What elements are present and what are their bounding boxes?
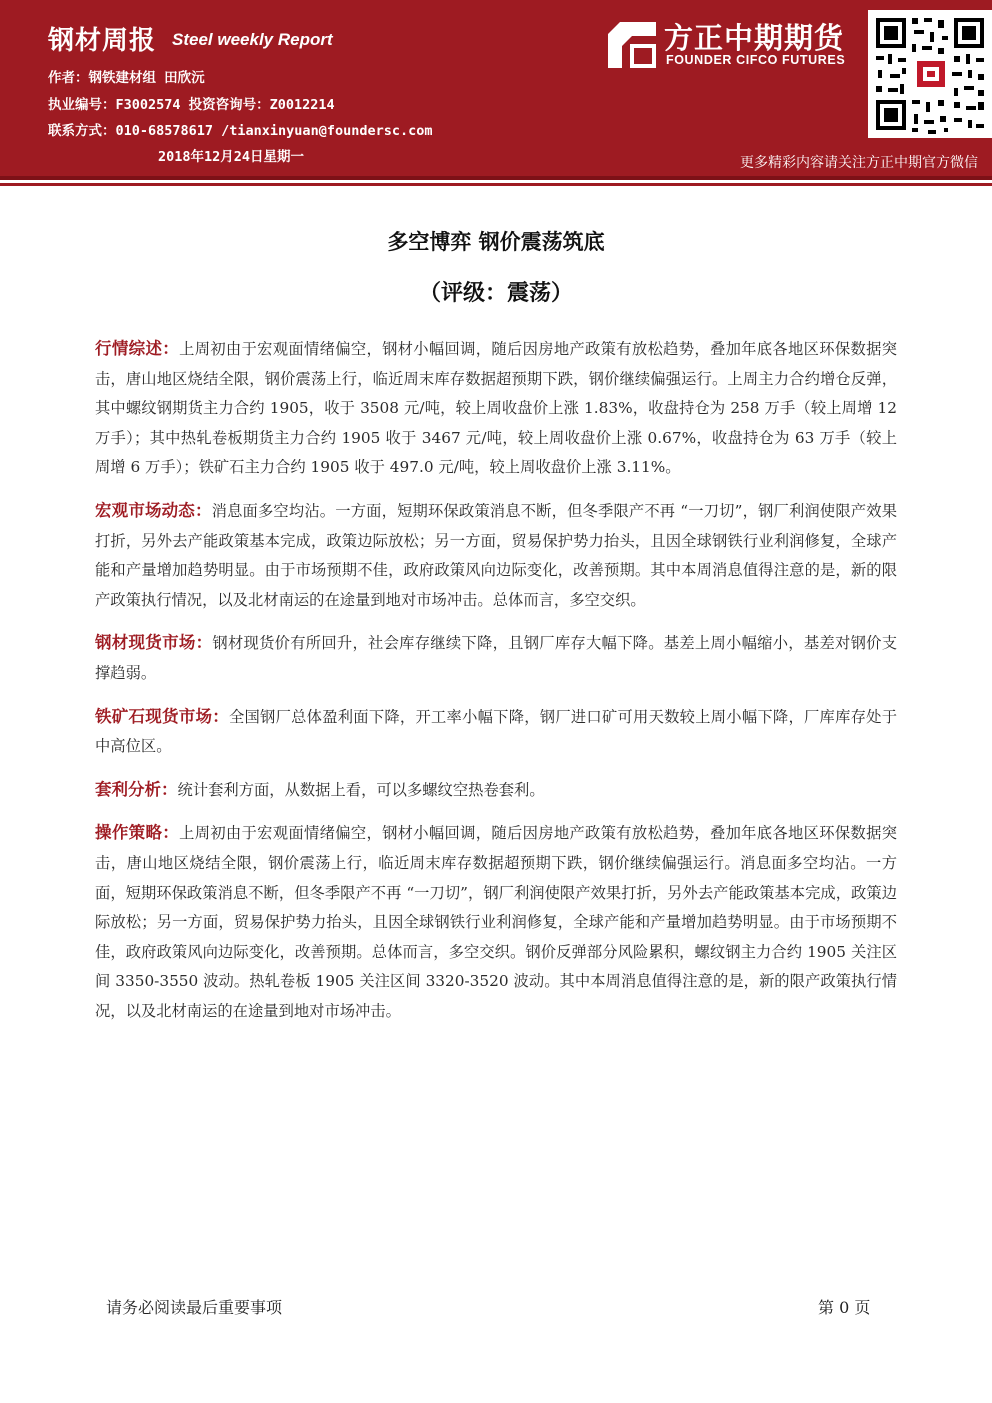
header-divider-thin [0,183,992,186]
section-arbitrage [95,775,897,806]
section-strategy [95,818,897,1026]
page-number: 第 0 页 [818,1298,871,1317]
logo-text-cn: 方正中期期货 [664,21,845,55]
report-header [0,0,992,176]
section-text: 钢材现货价有所回升，社会库存继续下降，且钢厂库存大幅下降。基差上周小幅缩小，基差对钢价支撑趋弱。 [95,634,897,682]
section-label: 宏观市场动态： [95,500,212,520]
qr-code-icon [868,10,992,138]
wechat-follow-note: 更多精彩内容请关注方正中期官方微信 [740,155,978,171]
contact-line: 联系方式：010-68578617 /tianxinyuan@foundersc.com [48,123,433,139]
document-title: 多空博弈 钢价震荡筑底 [387,230,605,254]
wechat-qr-code [868,10,992,138]
section-iron-ore-spot [95,702,897,762]
section-label: 铁矿石现货市场： [95,706,229,726]
company-logo [608,16,868,72]
section-label: 操作策略： [95,823,180,843]
section-text: 全国钢厂总体盈利面下降，开工率小幅下降，钢厂进口矿可用天数较上周小幅下降，厂库库存处于中高位区。 [95,707,898,756]
report-date: 2018年12月24日星期一 [158,149,305,165]
report-body [95,334,897,1039]
section-steel-spot [95,628,897,688]
section-market-overview [95,334,897,483]
logo-mark-icon [608,22,656,68]
section-text: 上周初由于宏观面情绪偏空，钢材小幅回调，随后因房地产政策有放松趋势，叠加年底各地区环保数据突击，唐山地区烧结全限，钢价震荡上行，临近周末库存数据超预期下跌，钢价继续偏强运行。消息面多空均沾。一方面，短期环保政策消息不断，但冬季限产不再 “一刀切”，钢厂利润使限产效果打折，另外去产能政策基本完成，政策边际放松；另一方面，贸易保护势力抬头，且因全球钢铁行业利润修复，全球产能和产量增加趋势明显。由于市场预期不佳，政府政策风向边际变化，改善预期。总体而言，多空交织。钢价反弹部分风险累积，螺纹钢主力合约 1905 关注区间 3350-3550 波动。热轧卷板 1905 关注区间 3320-3520 波动。其中本周消息值得注意的是，新的限产政策执行情况，以及北材南运的在途量到地对市场冲击。 [95,824,897,1020]
section-label: 行情综述： [95,339,180,358]
report-subtitle: Steel weekly Report [172,30,333,49]
footer-notice: 请务必阅读最后重要事项 [106,1298,283,1317]
logo-text-en: FOUNDER CIFCO FUTURES [666,53,846,67]
section-text: 统计套利方面，从数据上看，可以多螺纹空热卷套利。 [177,780,545,799]
header-divider [0,176,992,180]
report-title: 钢材周报 [48,26,157,56]
rating: （评级：震荡） [418,280,573,306]
section-label: 钢材现货市场： [95,633,213,653]
section-macro [95,496,897,615]
author-line: 作者：钢铁建材组 田欣沅 [48,70,205,86]
license-line: 执业编号：F3002574 投资咨询号：Z0012214 [48,97,335,113]
section-label: 套利分析： [95,779,178,799]
section-text: 上周初由于宏观面情绪偏空，钢材小幅回调，随后因房地产政策有放松趋势，叠加年底各地区环保数据突击，唐山地区烧结全限，钢价震荡上行，临近周末库存数据超预期下跌，钢价继续偏强运行。上周主力合约增仓反弹，其中螺纹钢期货主力合约 1905，收于 3508 元/吨，较上周收盘价上涨 1.83%，收盘持仓为 258 万手（较上周增 12 万手）；其中热轧卷板期货主力合约 1905 收于 3467 元/吨，较上周收盘价上涨 0.67%，收盘持仓为 63 万手（较上周增 6 万手）；铁矿石主力合约 1905 收于 497.0 元/吨，较上周收盘价上涨 3.11%。 [95,340,897,477]
section-text: 消息面多空均沾。一方面，短期环保政策消息不断，但冬季限产不再 “一刀切”，钢厂利润使限产效果打折，另外去产能政策基本完成，政策边际放松；另一方面，贸易保护势力抬头，且因全球钢铁行业利润修复，全球产能和产量增加趋势明显。由于市场预期不佳，政府政策风向边际变化，改善预期。其中本周消息值得注意的是，新的限产政策执行情况，以及北材南运的在途量到地对市场冲击。总体而言，多空交织。 [95,501,897,609]
